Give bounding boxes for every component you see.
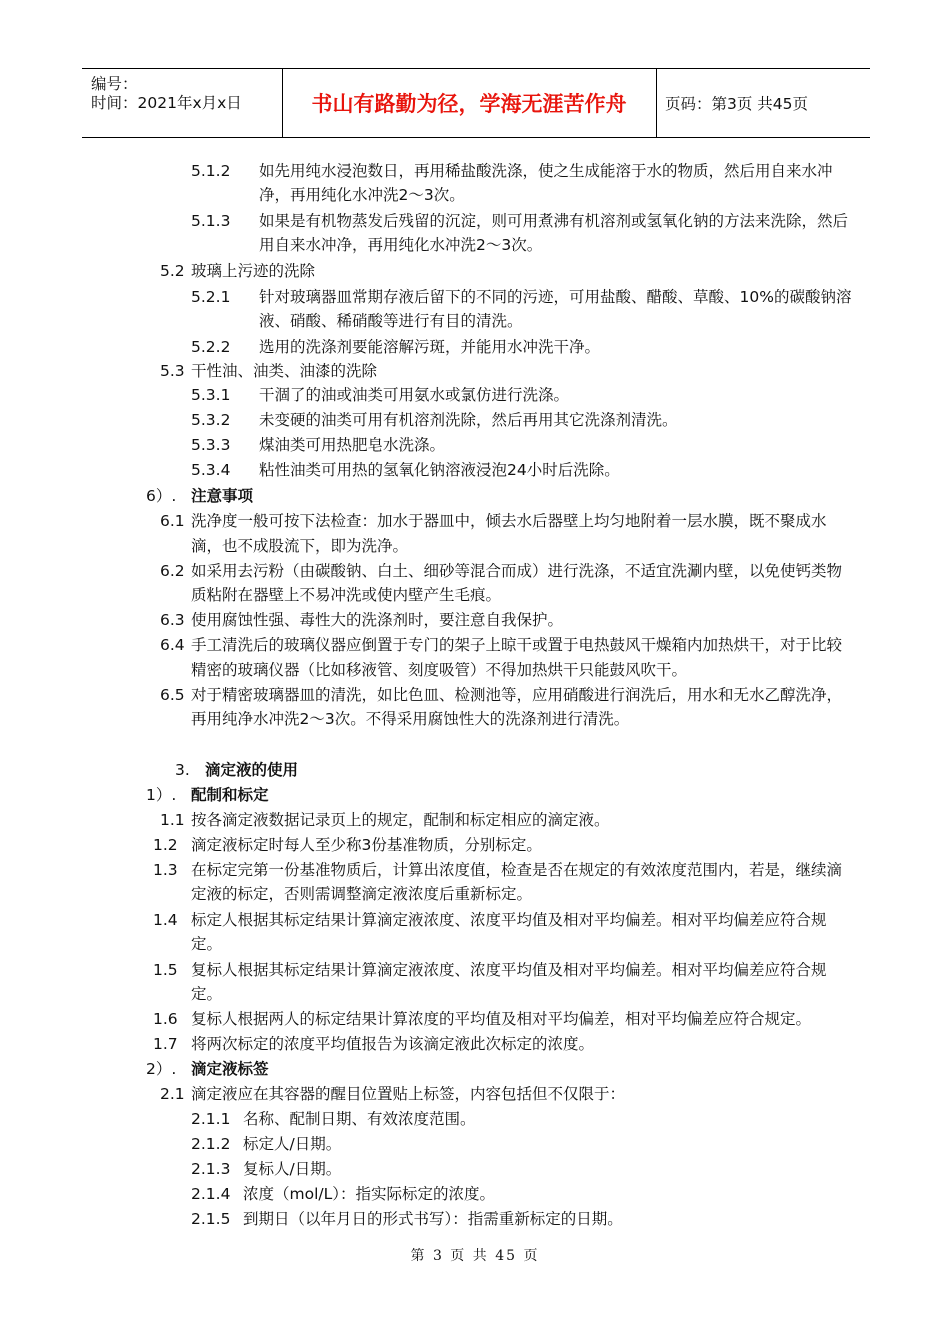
item-text: 如采用去污粉（由碳酸钠、白土、细砂等混合而成）进行洗涤，不适宜洗涮内壁，以免使钙类物 [191, 562, 843, 580]
section-title: 玻璃上污迹的洗除 [191, 262, 316, 280]
item-number: 5.3.1 [191, 386, 231, 404]
section-number: 2）. [146, 1060, 177, 1078]
chapter-title: 滴定液的使用 [205, 761, 299, 779]
section-title: 配制和标定 [191, 786, 269, 804]
item-text: 用自来水冲净，再用纯化水冲洗2～3次。 [259, 236, 543, 254]
header-motto-cell [282, 69, 657, 137]
section-number: 1）. [146, 786, 177, 804]
item-text: 滴，也不成股流下，即为洗净。 [191, 537, 409, 555]
page-footer: 第 3 页 共 45 页 [410, 1248, 540, 1264]
item-number: 2.1.5 [191, 1210, 231, 1228]
item-number: 5.2.2 [191, 338, 231, 356]
item-text: 标定人/日期。 [243, 1135, 342, 1153]
item-number: 2.1.2 [191, 1135, 231, 1153]
item-number: 1.1 [160, 811, 185, 829]
item-text: 定。 [191, 935, 223, 953]
item-text: 标定人根据其标定结果计算滴定液浓度、浓度平均值及相对平均偏差。相对平均偏差应符合规 [191, 911, 827, 929]
item-text: 粘性油类可用热的氢氧化钠溶液浸泡24小时后洗除。 [259, 461, 620, 479]
item-number: 6.1 [160, 512, 185, 530]
item-text: 液、硝酸、稀硝酸等进行有目的清洗。 [259, 312, 523, 330]
item-text: 如果是有机物蒸发后残留的沉淀，则可用煮沸有机溶剂或氢氧化钠的方法来洗除，然后 [259, 212, 849, 230]
item-text: 选用的洗涤剂要能溶解污斑，并能用水冲洗干净。 [259, 338, 601, 356]
item-text: 滴定液应在其容器的醒目位置贴上标签，内容包括但不仅限于： [191, 1085, 626, 1103]
item-number: 1.5 [153, 961, 178, 979]
item-number: 6.3 [160, 611, 185, 629]
item-text: 干涸了的油或油类可用氨水或氯仿进行洗涤。 [259, 386, 570, 404]
doc-serial: 编号： [91, 75, 138, 93]
item-text: 质粘附在器壁上不易冲洗或使内壁产生毛痕。 [191, 586, 502, 604]
item-text: 再用纯净水冲洗2～3次。不得采用腐蚀性大的洗涤剂进行清洗。 [191, 710, 630, 728]
item-number: 2.1 [160, 1085, 185, 1103]
item-text: 在标定完第一份基准物质后，计算出浓度值，检查是否在规定的有效浓度范围内，若是，继续滴 [191, 861, 843, 879]
item-text: 浓度（mol/L）：指实际标定的浓度。 [243, 1185, 495, 1203]
section-title: 干性油、油类、油漆的洗除 [191, 362, 378, 380]
item-text: 到期日（以年月日的形式书写）：指需重新标定的日期。 [243, 1210, 623, 1228]
item-text: 按各滴定液数据记录页上的规定，配制和标定相应的滴定液。 [191, 811, 610, 829]
section-number: 6）. [146, 487, 177, 505]
item-number: 6.4 [160, 636, 185, 654]
section-number: 5.2 [160, 262, 185, 280]
item-number: 5.3.3 [191, 436, 231, 454]
item-text: 复标人根据其标定结果计算滴定液浓度、浓度平均值及相对平均偏差。相对平均偏差应符合规 [191, 961, 827, 979]
header-page-cell [657, 69, 870, 137]
item-text: 洗净度一般可按下法检查：加水于器皿中，倾去水后器壁上均匀地附着一层水膜，既不聚成水 [191, 512, 827, 530]
item-text: 针对玻璃器皿常期存液后留下的不同的污迹，可用盐酸、醋酸、草酸、10%的碳酸钠溶 [259, 288, 852, 306]
header-info-cell [82, 69, 283, 137]
item-text: 未变硬的油类可用有机溶剂洗除，然后再用其它洗涤剂清洗。 [259, 411, 678, 429]
item-text: 复标人/日期。 [243, 1160, 342, 1178]
item-number: 2.1.3 [191, 1160, 231, 1178]
doc-date: 时间：2021年x月x日 [91, 94, 242, 112]
item-text: 定。 [191, 985, 223, 1003]
item-number: 5.2.1 [191, 288, 231, 306]
item-text: 对于精密玻璃器皿的清洗，如比色皿、检测池等，应用硝酸进行润洗后，用水和无水乙醇洗净， [191, 686, 843, 704]
item-number: 5.3.4 [191, 461, 231, 479]
page-header [82, 68, 870, 138]
header-motto: 书山有路勤为径，学海无涯苦作舟 [311, 92, 627, 116]
item-text: 净，再用纯化水冲洗2～3次。 [259, 186, 465, 204]
item-number: 1.7 [153, 1035, 178, 1053]
chapter-number: 3. [175, 761, 190, 779]
item-number: 5.1.3 [191, 212, 231, 230]
item-text: 滴定液标定时每人至少称3份基准物质，分别标定。 [191, 836, 542, 854]
item-text: 名称、配制日期、有效浓度范围。 [243, 1110, 476, 1128]
item-number: 1.4 [153, 911, 178, 929]
header-page-number: 页码：第3页 共45页 [665, 95, 809, 113]
item-text: 煤油类可用热肥皂水洗涤。 [259, 436, 446, 454]
item-number: 5.3.2 [191, 411, 231, 429]
item-number: 2.1.1 [191, 1110, 231, 1128]
item-text: 如先用纯水浸泡数日，再用稀盐酸洗涤，使之生成能溶于水的物质，然后用自来水冲 [259, 162, 833, 180]
item-number: 2.1.4 [191, 1185, 231, 1203]
item-number: 1.3 [153, 861, 178, 879]
item-text: 将两次标定的浓度平均值报告为该滴定液此次标定的浓度。 [191, 1035, 595, 1053]
item-number: 6.2 [160, 562, 185, 580]
item-text: 手工清洗后的玻璃仪器应倒置于专门的架子上晾干或置于电热鼓风干燥箱内加热烘干，对于比较 [191, 636, 843, 654]
item-number: 5.1.2 [191, 162, 231, 180]
item-text: 精密的玻璃仪器（比如移液管、刻度吸管）不得加热烘干只能鼓风吹干。 [191, 661, 688, 679]
item-text: 使用腐蚀性强、毒性大的洗涤剂时，要注意自我保护。 [191, 611, 564, 629]
item-text: 复标人根据两人的标定结果计算浓度的平均值及相对平均偏差，相对平均偏差应符合规定。 [191, 1010, 812, 1028]
item-number: 1.6 [153, 1010, 178, 1028]
item-number: 1.2 [153, 836, 178, 854]
section-title: 注意事项 [191, 487, 254, 505]
item-number: 6.5 [160, 686, 185, 704]
section-title: 滴定液标签 [191, 1060, 269, 1078]
section-number: 5.3 [160, 362, 185, 380]
item-text: 定液的标定，否则需调整滴定液浓度后重新标定。 [191, 885, 533, 903]
